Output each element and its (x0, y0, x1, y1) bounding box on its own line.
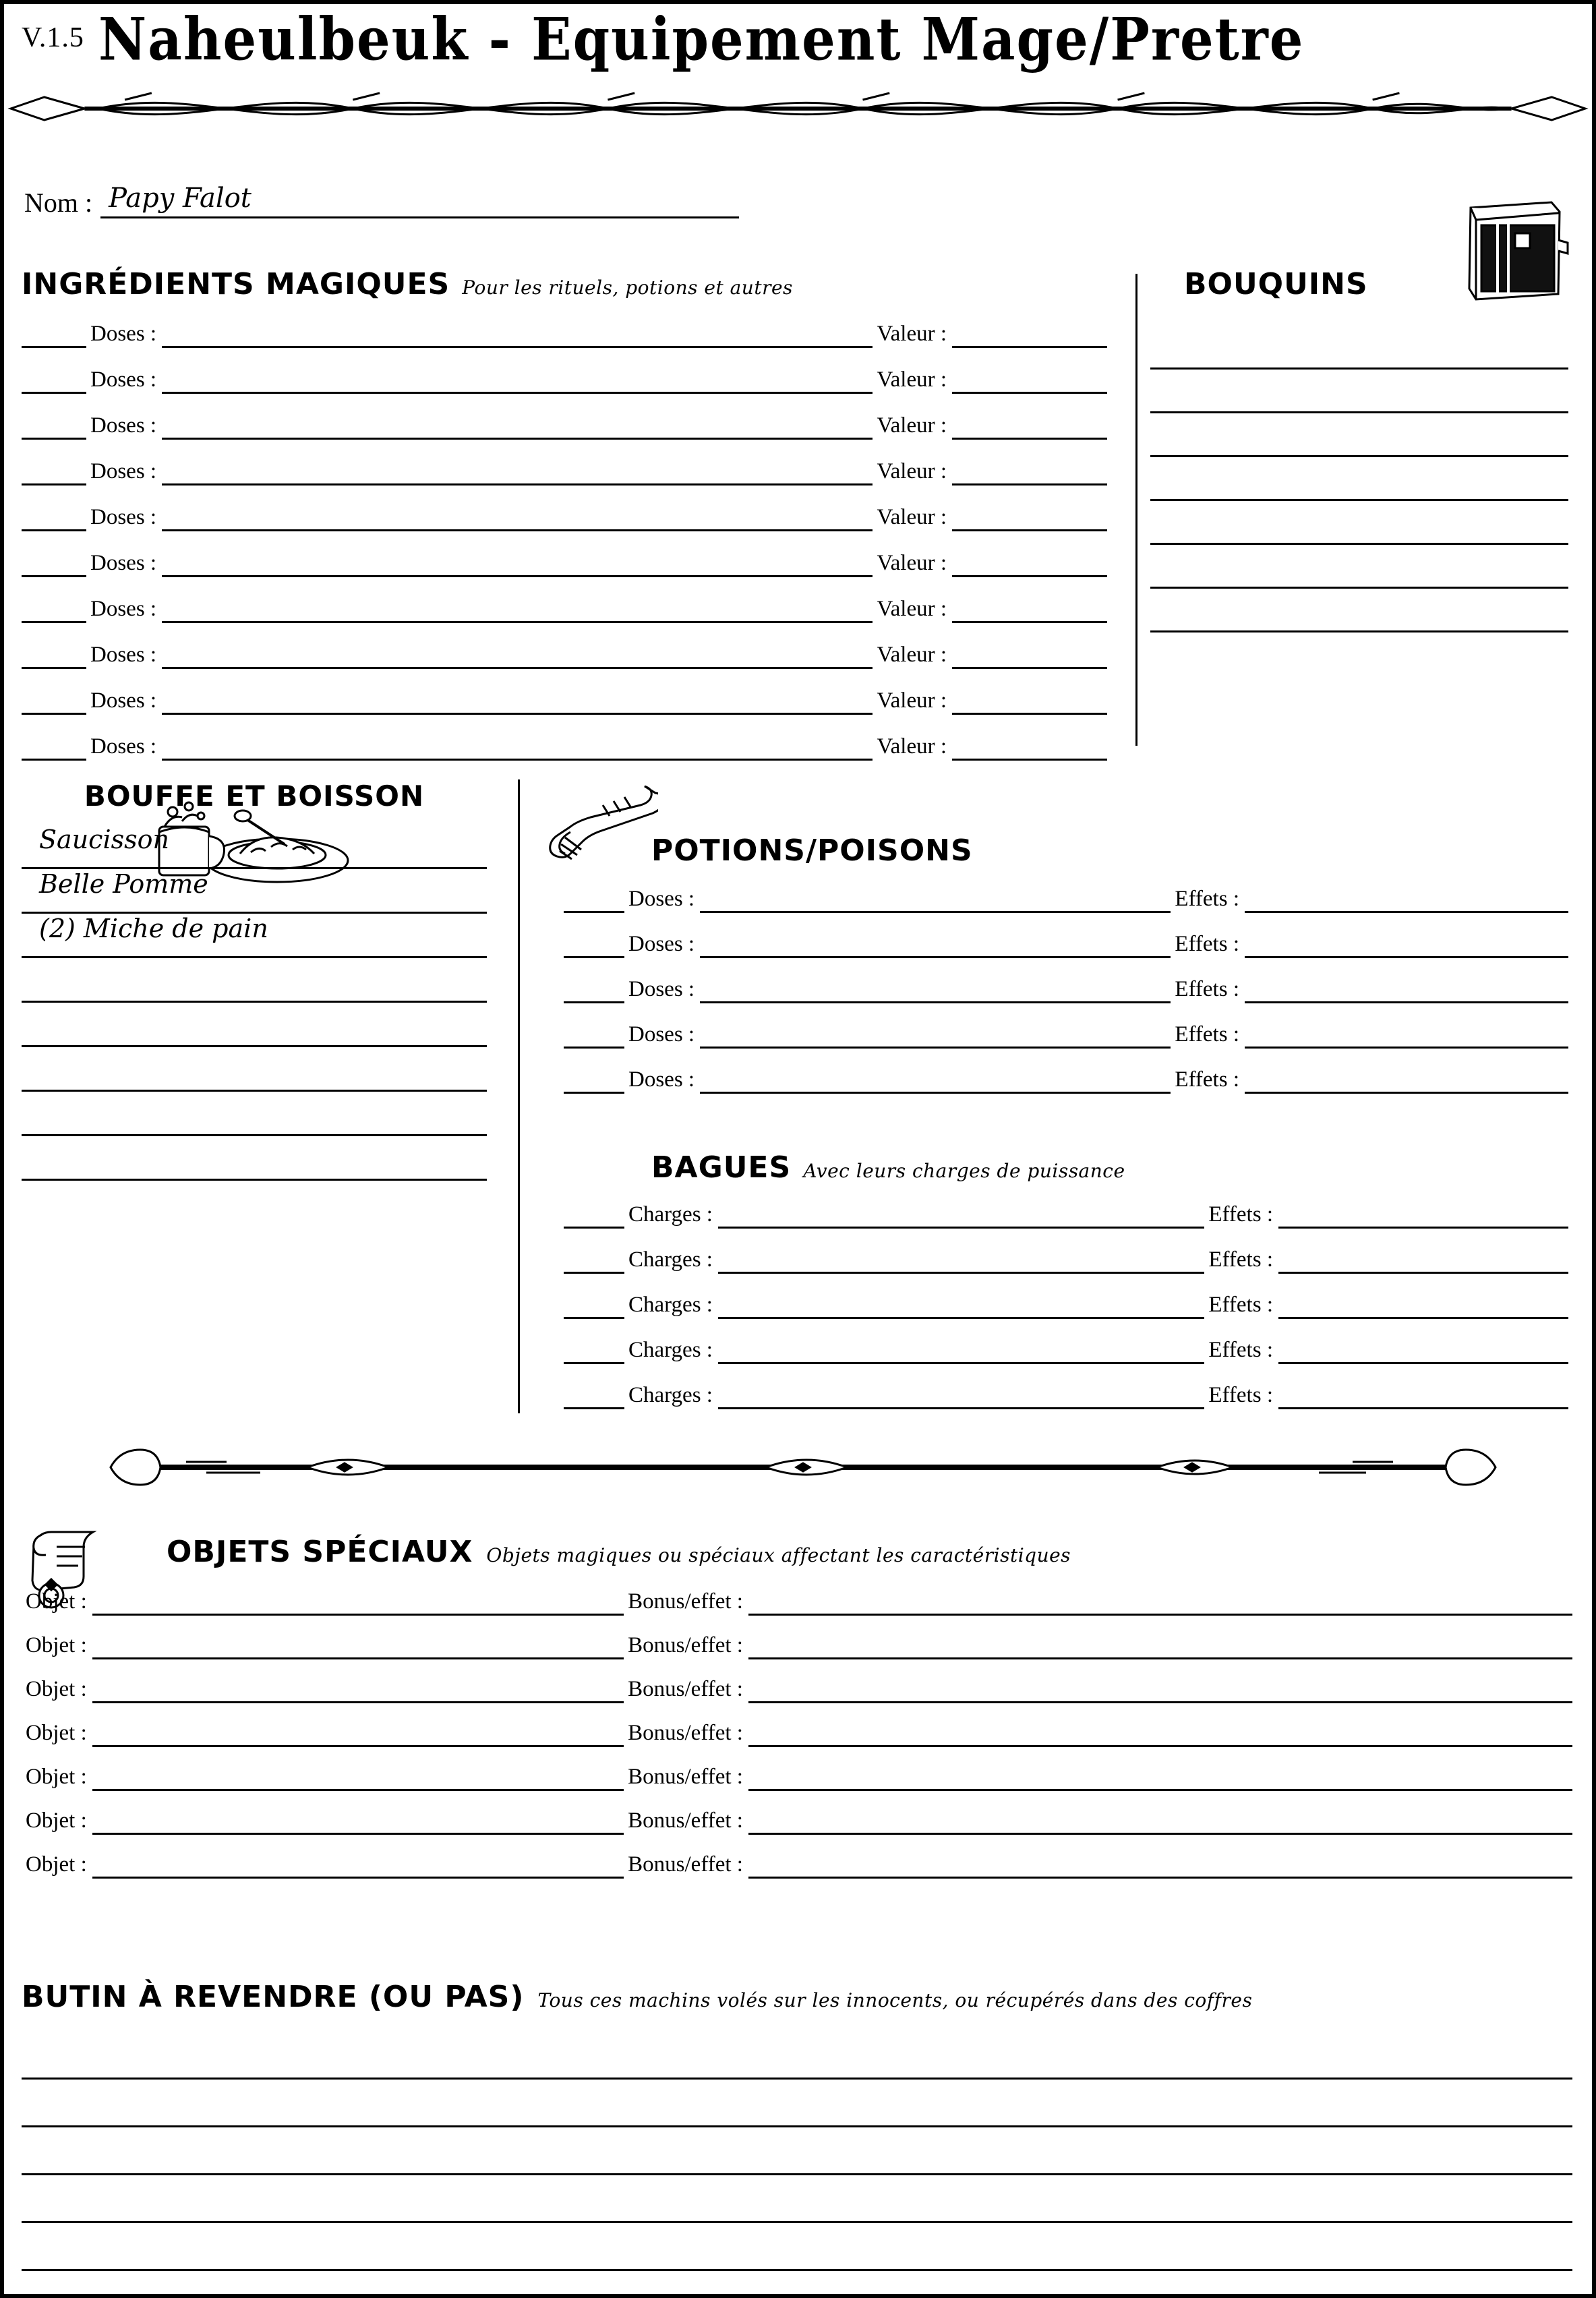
doses-label: Doses : (90, 551, 157, 575)
bague-qty-input[interactable] (564, 1249, 624, 1274)
bouffe-line[interactable]: (2) Miche de pain (22, 914, 487, 958)
ingredient-value-input[interactable] (952, 552, 1107, 577)
objets-title: OBJETS SPÉCIAUX (167, 1535, 473, 1569)
bouquin-line[interactable] (1150, 545, 1568, 589)
ingredient-value-input[interactable] (952, 415, 1107, 440)
effets-label: Effets : (1208, 1383, 1273, 1407)
butin-line[interactable] (22, 2175, 1572, 2223)
potion-qty-input[interactable] (564, 888, 624, 913)
bague-effect-input[interactable] (1278, 1249, 1568, 1274)
bague-qty-input[interactable] (564, 1204, 624, 1229)
ingredient-name-input[interactable] (162, 461, 873, 485)
potion-row (543, 887, 1568, 913)
ingredient-row (22, 413, 1107, 440)
bonus-effet-label: Bonus/effet : (628, 1765, 743, 1789)
potion-qty-input[interactable] (564, 933, 624, 958)
bague-row (543, 1202, 1568, 1229)
doses-label: Doses : (90, 322, 157, 346)
ingredient-row (22, 643, 1107, 669)
bouffe-title: BOUFFE ET BOISSON (84, 779, 425, 813)
valeur-label: Valeur : (877, 367, 947, 392)
potion-row (543, 932, 1568, 958)
ingredients-section (22, 267, 1107, 780)
objets-speciaux-section (22, 1535, 1572, 1896)
objet-row (22, 1765, 1572, 1791)
bonus-effet-label: Bonus/effet : (628, 1808, 743, 1833)
potions-title: POTIONS/POISONS (651, 833, 973, 868)
bagues-title: BAGUES (651, 1150, 792, 1185)
bague-qty-input[interactable] (564, 1384, 624, 1409)
name-input[interactable]: Papy Falot (100, 183, 739, 218)
ingredient-row (22, 367, 1107, 394)
ingredient-qty-input[interactable] (22, 736, 86, 761)
doses-label: Doses : (90, 459, 157, 483)
bouffe-line[interactable] (22, 1003, 487, 1047)
objet-bonus-input[interactable] (748, 1810, 1572, 1835)
ingredient-qty-input[interactable] (22, 690, 86, 715)
ingredient-value-input[interactable] (952, 323, 1107, 348)
effets-label: Effets : (1208, 1202, 1273, 1227)
objet-bonus-input[interactable] (748, 1854, 1572, 1879)
ingredient-row (22, 597, 1107, 623)
ingredient-name-input[interactable] (162, 690, 873, 715)
bouffe-line[interactable]: Saucisson (22, 825, 487, 869)
ingredient-qty-input[interactable] (22, 506, 86, 531)
effets-label: Effets : (1175, 1022, 1239, 1047)
valeur-label: Valeur : (877, 413, 947, 438)
bouffe-line[interactable]: Belle Pomme (22, 869, 487, 914)
sheet-header (4, 4, 1592, 85)
ingredient-row (22, 551, 1107, 577)
bagues-subtitle: Avec leurs charges de puissance (803, 1160, 1125, 1182)
bague-qty-input[interactable] (564, 1294, 624, 1319)
objet-name-input[interactable] (92, 1722, 624, 1747)
butin-line[interactable] (22, 2271, 1572, 2298)
objet-name-input[interactable] (92, 1810, 624, 1835)
butin-subtitle: Tous ces machins volés sur les innocents, ou récupérés dans des coffres (537, 1989, 1253, 2011)
potion-effect-input[interactable] (1245, 1024, 1568, 1049)
objet-name-input[interactable] (92, 1678, 624, 1703)
name-field-row (24, 183, 739, 218)
valeur-label: Valeur : (877, 322, 947, 346)
ingredient-row (22, 734, 1107, 761)
ingredient-qty-input[interactable] (22, 644, 86, 669)
ingredient-value-input[interactable] (952, 369, 1107, 394)
bouquin-line[interactable] (1150, 370, 1568, 413)
potion-effect-input[interactable] (1245, 933, 1568, 958)
objet-bonus-input[interactable] (748, 1722, 1572, 1747)
ingredient-row (22, 459, 1107, 485)
vertical-divider (1135, 274, 1137, 746)
potion-name-input[interactable] (700, 978, 1171, 1003)
bouffe-section (22, 779, 487, 1181)
bague-row (543, 1383, 1568, 1409)
bouquin-line[interactable] (1150, 413, 1568, 457)
ingredient-row (22, 322, 1107, 348)
bague-qty-input[interactable] (564, 1339, 624, 1364)
spear-divider-icon (4, 85, 1592, 132)
bouffe-lines (22, 825, 487, 1181)
bague-row (543, 1338, 1568, 1364)
potion-row (543, 1067, 1568, 1094)
potion-name-input[interactable] (700, 888, 1171, 913)
potion-name-input[interactable] (700, 1069, 1171, 1094)
bouquin-line[interactable] (1150, 589, 1568, 632)
ingredient-value-input[interactable] (952, 690, 1107, 715)
vertical-divider (518, 779, 520, 1413)
ingredient-name-input[interactable] (162, 736, 873, 761)
butin-line[interactable] (22, 2080, 1572, 2127)
ingredient-name-input[interactable] (162, 369, 873, 394)
page-title: Naheulbeuk - Equipement Mage/Pretre (98, 5, 1305, 74)
doses-label: Doses : (90, 505, 157, 529)
bouffe-line[interactable] (22, 958, 487, 1003)
potions-section (543, 833, 1568, 1113)
objet-row (22, 1633, 1572, 1659)
potion-row (543, 1022, 1568, 1049)
objet-label: Objet : (26, 1852, 87, 1877)
ingredients-rows (22, 322, 1107, 761)
bouquin-line[interactable] (1150, 326, 1568, 370)
potion-qty-input[interactable] (564, 1069, 624, 1094)
bague-name-input[interactable] (718, 1384, 1204, 1409)
ingredient-name-input[interactable] (162, 552, 873, 577)
bouffe-line[interactable] (22, 1092, 487, 1136)
effets-label: Effets : (1208, 1338, 1273, 1362)
butin-title: BUTIN À REVENDRE (OU PAS) (22, 1980, 525, 2014)
bague-row (543, 1247, 1568, 1274)
ingredient-value-input[interactable] (952, 644, 1107, 669)
bouquin-line[interactable] (1150, 501, 1568, 545)
ingredient-qty-input[interactable] (22, 552, 86, 577)
doses-label: Doses : (90, 413, 157, 438)
potion-name-input[interactable] (700, 1024, 1171, 1049)
potion-qty-input[interactable] (564, 1024, 624, 1049)
bonus-effet-label: Bonus/effet : (628, 1721, 743, 1745)
bague-row (543, 1293, 1568, 1319)
valeur-label: Valeur : (877, 459, 947, 483)
objet-label: Objet : (26, 1721, 87, 1745)
doses-label: Doses : (628, 932, 695, 956)
butin-line[interactable] (22, 2127, 1572, 2175)
bague-name-input[interactable] (718, 1204, 1204, 1229)
objet-name-input[interactable] (92, 1854, 624, 1879)
version-label: V.1.5 (22, 22, 84, 53)
ingredient-row (22, 505, 1107, 531)
bouquins-title: BOUQUINS (1184, 267, 1368, 301)
bague-effect-input[interactable] (1278, 1384, 1568, 1409)
bague-name-input[interactable] (718, 1294, 1204, 1319)
bonus-effet-label: Bonus/effet : (628, 1677, 743, 1701)
bague-name-input[interactable] (718, 1339, 1204, 1364)
charges-label: Charges : (628, 1338, 713, 1362)
objet-row (22, 1677, 1572, 1703)
doses-label: Doses : (628, 887, 695, 911)
potion-qty-input[interactable] (564, 978, 624, 1003)
ingredients-title: INGRÉDIENTS MAGIQUES (22, 267, 450, 301)
charges-label: Charges : (628, 1247, 713, 1272)
potion-effect-input[interactable] (1245, 888, 1568, 913)
ingredient-name-input[interactable] (162, 323, 873, 348)
objet-name-input[interactable] (92, 1634, 624, 1659)
bague-effect-input[interactable] (1278, 1339, 1568, 1364)
objet-label: Objet : (26, 1589, 87, 1614)
valeur-label: Valeur : (877, 505, 947, 529)
ingredient-qty-input[interactable] (22, 323, 86, 348)
charges-label: Charges : (628, 1293, 713, 1317)
objet-bonus-input[interactable] (748, 1591, 1572, 1616)
objet-row (22, 1852, 1572, 1879)
potions-rows (543, 887, 1568, 1094)
effets-label: Effets : (1208, 1293, 1273, 1317)
ingredient-value-input[interactable] (952, 506, 1107, 531)
objet-name-input[interactable] (92, 1591, 624, 1616)
ingredient-qty-input[interactable] (22, 369, 86, 394)
doses-label: Doses : (90, 734, 157, 759)
potion-effect-input[interactable] (1245, 1069, 1568, 1094)
ingredient-value-input[interactable] (952, 461, 1107, 485)
doses-label: Doses : (90, 688, 157, 713)
bonus-effet-label: Bonus/effet : (628, 1633, 743, 1657)
valeur-label: Valeur : (877, 643, 947, 667)
butin-line[interactable] (22, 2032, 1572, 2080)
effets-label: Effets : (1175, 887, 1239, 911)
ingredient-name-input[interactable] (162, 598, 873, 623)
effets-label: Effets : (1175, 932, 1239, 956)
objets-rows (22, 1589, 1572, 1879)
doses-label: Doses : (90, 597, 157, 621)
potion-effect-input[interactable] (1245, 978, 1568, 1003)
objet-label: Objet : (26, 1765, 87, 1789)
effets-label: Effets : (1175, 1067, 1239, 1092)
doses-label: Doses : (90, 643, 157, 667)
bouffe-line[interactable] (22, 1047, 487, 1092)
ingredient-name-input[interactable] (162, 506, 873, 531)
bague-effect-input[interactable] (1278, 1294, 1568, 1319)
bouquins-lines (1150, 326, 1568, 632)
objet-row (22, 1589, 1572, 1616)
objets-subtitle: Objets magiques ou spéciaux affectant les caractéristiques (486, 1544, 1071, 1566)
bonus-effet-label: Bonus/effet : (628, 1852, 743, 1877)
bagues-section (543, 1150, 1568, 1428)
charges-label: Charges : (628, 1383, 713, 1407)
bouquins-section (1150, 267, 1568, 632)
bouffe-line[interactable] (22, 1136, 487, 1181)
doses-label: Doses : (90, 367, 157, 392)
bouquin-line[interactable] (1150, 457, 1568, 501)
objet-label: Objet : (26, 1633, 87, 1657)
butin-section (22, 1980, 1572, 2298)
objet-name-input[interactable] (92, 1766, 624, 1791)
ingredient-row (22, 688, 1107, 715)
butin-lines (22, 2032, 1572, 2298)
bagues-rows (543, 1202, 1568, 1409)
valeur-label: Valeur : (877, 551, 947, 575)
valeur-label: Valeur : (877, 597, 947, 621)
potion-name-input[interactable] (700, 933, 1171, 958)
objet-bonus-input[interactable] (748, 1766, 1572, 1791)
objet-label: Objet : (26, 1808, 87, 1833)
magic-staff-divider-icon (105, 1440, 1501, 1494)
effets-label: Effets : (1208, 1247, 1273, 1272)
effets-label: Effets : (1175, 977, 1239, 1001)
doses-label: Doses : (628, 1022, 695, 1047)
ingredient-qty-input[interactable] (22, 598, 86, 623)
doses-label: Doses : (628, 1067, 695, 1092)
butin-line[interactable] (22, 2223, 1572, 2271)
ingredient-name-input[interactable] (162, 644, 873, 669)
bague-effect-input[interactable] (1278, 1204, 1568, 1229)
potion-row (543, 977, 1568, 1003)
bague-name-input[interactable] (718, 1249, 1204, 1274)
valeur-label: Valeur : (877, 734, 947, 759)
ingredient-name-input[interactable] (162, 415, 873, 440)
name-label: Nom : (24, 187, 93, 218)
ingredients-subtitle: Pour les rituels, potions et autres (462, 276, 793, 299)
doses-label: Doses : (628, 977, 695, 1001)
objet-row (22, 1808, 1572, 1835)
ingredient-value-input[interactable] (952, 736, 1107, 761)
ingredient-qty-input[interactable] (22, 461, 86, 485)
objet-label: Objet : (26, 1677, 87, 1701)
objet-bonus-input[interactable] (748, 1634, 1572, 1659)
bonus-effet-label: Bonus/effet : (628, 1589, 743, 1614)
charges-label: Charges : (628, 1202, 713, 1227)
ingredient-qty-input[interactable] (22, 415, 86, 440)
objet-bonus-input[interactable] (748, 1678, 1572, 1703)
valeur-label: Valeur : (877, 688, 947, 713)
objet-row (22, 1721, 1572, 1747)
ingredient-value-input[interactable] (952, 598, 1107, 623)
